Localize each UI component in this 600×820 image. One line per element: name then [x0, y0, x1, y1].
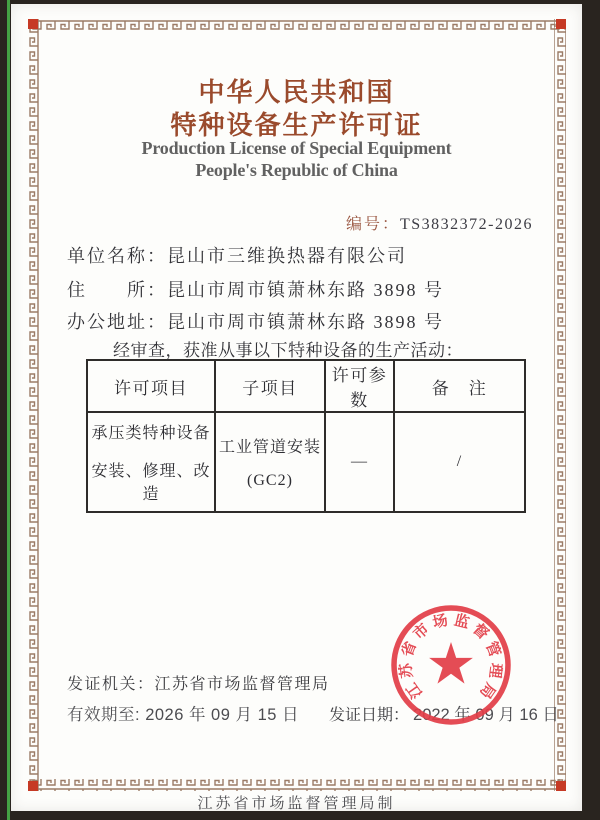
field-label: 办公地址：: [67, 312, 167, 332]
permit-item-line2: 安装、修理、改造: [91, 463, 211, 503]
header-remark: 备 注: [394, 360, 525, 412]
sub-item-line1: 工业管道安装: [218, 439, 321, 456]
cell-permit-item: [87, 412, 215, 512]
scan-edge-artifact: [7, 0, 10, 820]
issuing-authority-label: 发证机关：: [67, 676, 155, 693]
valid-until-line: [67, 701, 299, 725]
border-corner-top-right: [556, 19, 566, 29]
issuing-authority-line: [67, 671, 330, 694]
seal-char: 局: [476, 679, 498, 701]
license-number-label: 编号：: [345, 216, 400, 233]
title-en-line1: Production License of Special Equipment: [141, 138, 452, 158]
issue-date-value: 2022 年 09 月 16 日: [413, 706, 559, 724]
seal-char: 督: [469, 621, 492, 644]
sub-item-line2: (GC2): [247, 472, 293, 489]
cell-sub-item: [215, 412, 325, 512]
field-unit-name: [67, 242, 407, 268]
field-office-address: [67, 308, 444, 334]
title-cn-line1: 中华人民共和国: [198, 78, 395, 107]
table-row: [87, 412, 525, 512]
border-corner-bottom-right: [556, 781, 566, 791]
seal-char: 市: [410, 621, 433, 644]
field-value: 昆山市周市镇萧林东路 3898 号: [167, 312, 444, 332]
border-corner-top-left: [28, 19, 38, 29]
license-scope-table: [86, 359, 526, 513]
valid-until-label: 有效期至:: [67, 706, 141, 724]
certificate-paper: [11, 4, 582, 811]
field-residence: [67, 276, 444, 302]
issue-date-label: 发证日期：: [329, 707, 410, 724]
table-header-row: [87, 360, 525, 412]
seal-char: 江: [404, 679, 426, 701]
seal-char: 场: [431, 612, 450, 632]
license-number-line: [346, 211, 533, 234]
seal-char: 苏: [398, 662, 417, 679]
official-seal: [386, 600, 516, 730]
field-label: 单位名称：: [67, 246, 167, 266]
license-number-value: TS3832372-2026: [400, 216, 533, 233]
seal-char: 省: [399, 639, 420, 660]
seal-char: 理: [485, 662, 504, 679]
header-permit-params: 许可参数: [325, 360, 394, 412]
title-en-line2: People's Republic of China: [195, 160, 398, 180]
field-value: 昆山市三维换热器有限公司: [167, 246, 407, 266]
made-by-line: 江苏省市场监督管理局制: [197, 796, 396, 812]
field-value: 昆山市周市镇萧林东路 3898 号: [167, 280, 444, 300]
permit-item-line1: 承压类特种设备: [91, 425, 211, 442]
approval-intro: 经审查，获准从事以下特种设备的生产活动：: [113, 341, 463, 360]
field-label: 住 所：: [67, 280, 167, 300]
seal-char: 管: [482, 639, 503, 660]
seal-char: 监: [452, 612, 471, 632]
valid-until-date: 2026 年 09 月 15 日: [145, 706, 300, 724]
header-sub-item: 子项目: [215, 360, 325, 412]
cell-permit-params: —: [325, 412, 394, 512]
border-corner-bottom-left: [28, 781, 38, 791]
issuing-authority-value: 江苏省市场监督管理局: [154, 676, 330, 693]
cell-remark: /: [394, 412, 525, 512]
seal-star-icon: [429, 642, 473, 684]
header-permit-item: 许可项目: [87, 360, 215, 412]
title-cn-line2: 特种设备生产许可证: [170, 111, 423, 140]
